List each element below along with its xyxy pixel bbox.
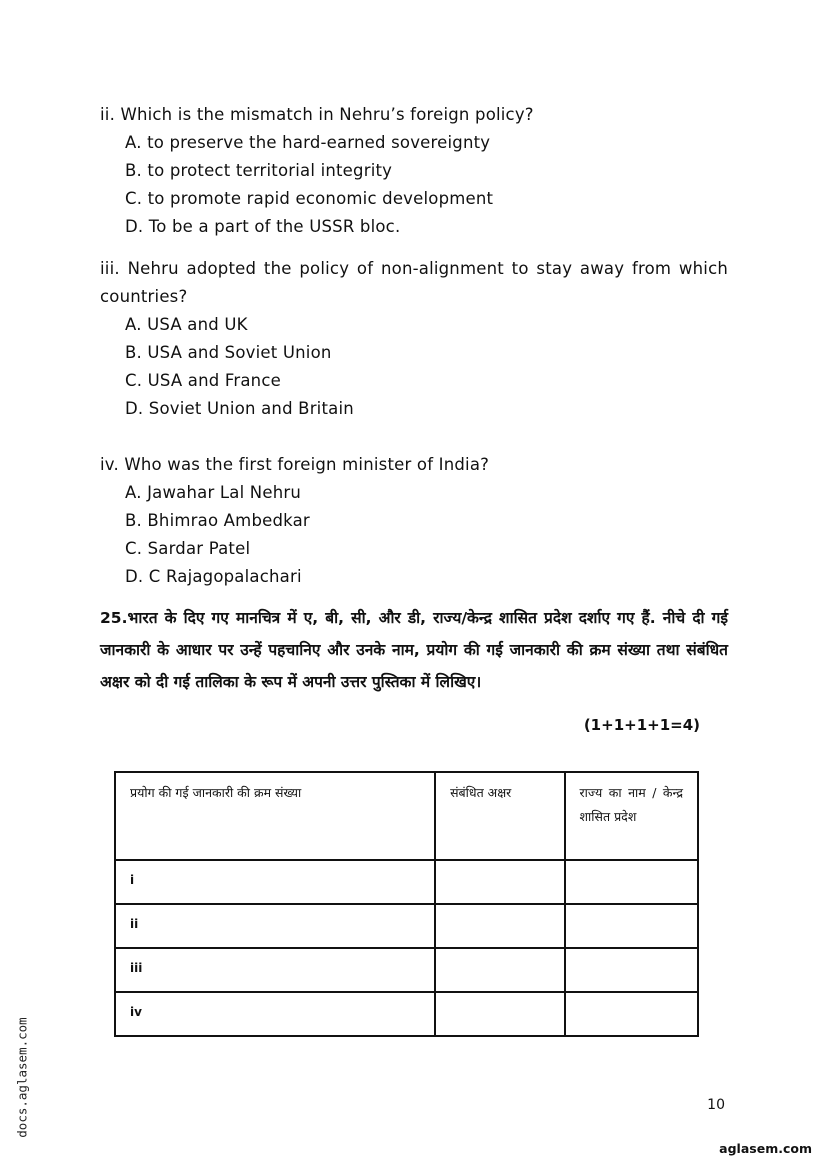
empty-cell: [435, 860, 564, 904]
empty-cell: [435, 948, 564, 992]
marks-label: (1+1+1+1=4): [583, 716, 700, 734]
question-iv: [100, 451, 728, 591]
option-a: A. USA and UK: [125, 315, 248, 334]
header-letter: संबंधित अक्षर: [435, 772, 564, 860]
question-25-text: 25.भारत के दिए गए मानचित्र में ए, बी, सी, और डी, राज्य/केन्द्र शासित प्रदेश दर्शाए गए हैं. नीचे दी गई जानकारी के आधार पर उन्हें पहचानिए और उनके नाम, प्रयोग की गई जानकारी की क्रम संख्या तथा संबंधित अक्षर को दी गई तालिका के रूप में अपनी उत्तर पुस्तिका में लिखिए।: [100, 609, 728, 691]
empty-cell: [565, 860, 698, 904]
option-c: C. USA and France: [125, 371, 281, 390]
question-title: ii. Which is the mismatch in Nehru’s foreign policy?: [100, 105, 534, 124]
option-c: C. Sardar Patel: [125, 539, 251, 558]
watermark-text: docs.aglasem.com: [14, 1017, 30, 1138]
table-row: [115, 904, 698, 948]
option-b: B. USA and Soviet Union: [125, 343, 332, 362]
empty-cell: [435, 904, 564, 948]
option-b: B. Bhimrao Ambedkar: [125, 511, 310, 530]
option-d: D. C Rajagopalachari: [125, 567, 302, 586]
empty-cell: [565, 992, 698, 1036]
option-b: B. to protect territorial integrity: [125, 161, 393, 180]
option-a: A. Jawahar Lal Nehru: [125, 483, 301, 502]
footer-site-name: aglasem.com: [719, 1141, 812, 1156]
question-title: iv. Who was the first foreign minister of India?: [100, 455, 490, 474]
header-state-name: राज्य का नाम / केन्द्र शासित प्रदेश: [565, 772, 698, 860]
row-label: iv: [115, 992, 435, 1036]
header-serial-number: प्रयोग की गई जानकारी की क्रम संख्या: [115, 772, 435, 860]
option-a: A. to preserve the hard-earned sovereignty: [125, 133, 491, 152]
table-header-row: [115, 772, 698, 860]
row-label: iii: [115, 948, 435, 992]
question-iii: [100, 255, 728, 423]
option-d: D. To be a part of the USSR bloc.: [125, 217, 401, 236]
page-number: 10: [707, 1097, 725, 1113]
option-d: D. Soviet Union and Britain: [125, 399, 354, 418]
answer-table: [114, 771, 699, 1037]
empty-cell: [565, 904, 698, 948]
table-row: [115, 948, 698, 992]
table-row: [115, 860, 698, 904]
empty-cell: [435, 992, 564, 1036]
empty-cell: [565, 948, 698, 992]
row-label: i: [115, 860, 435, 904]
question-ii: [100, 101, 728, 241]
option-c: C. to promote rapid economic development: [125, 189, 494, 208]
table-row: [115, 992, 698, 1036]
row-label: ii: [115, 904, 435, 948]
question-title: iii. Nehru adopted the policy of non-alignment to stay away from which countries?: [100, 259, 728, 306]
